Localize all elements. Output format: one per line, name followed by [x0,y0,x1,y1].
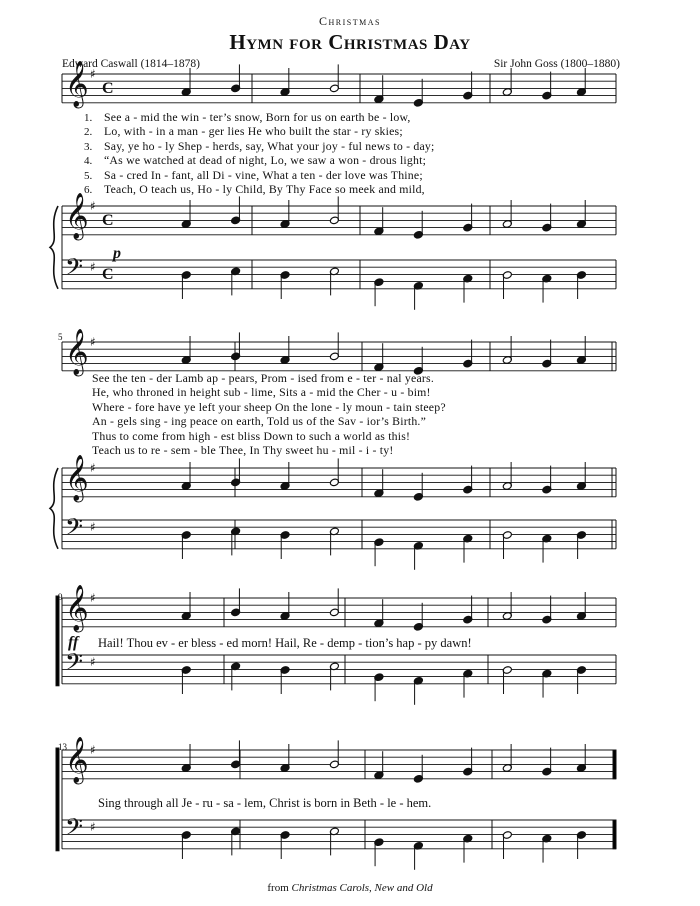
key-signature-sharp: ♯ [90,260,96,274]
lyric-line: “As we watched at dead of night, Lo, we saw a won - drous light; [104,153,427,168]
verse-number: 2. [84,126,93,139]
time-signature: C [102,80,114,97]
treble-clef-icon: 𝄞 [65,61,89,107]
measure-number-5: 5 [58,332,63,342]
bass-clef-icon: 𝄢 [65,513,84,546]
credit-prefix: from [267,882,292,894]
key-signature-sharp: ♯ [90,67,96,81]
lyric-line: Say, ye ho - ly Shep - herds, say, What your joy - ful news to - day; [104,138,435,153]
measure-number-13: 13 [58,742,67,752]
time-signature: C [102,266,114,283]
refrain-line-2: Sing through all Je - ru - sa - lem, Christ is born in Beth - le - hem. [98,796,432,810]
lyric-line: He, who throned in height sub - lime, Sits a - mid the Cher - u - bim! [92,385,431,400]
key-signature-sharp: ♯ [90,743,96,757]
composer-credit: Sir John Goss (1800–1880) [493,58,620,70]
treble-clef-icon: 𝄞 [65,585,89,631]
key-signature-sharp: ♯ [90,655,96,669]
bass-clef-icon: 𝄢 [65,648,84,681]
lyric-line: Where - fore have ye left your sheep On the lone - ly moun - tain steep? [92,399,446,414]
measure-number-9: 9 [58,592,63,602]
treble-clef-icon: 𝄞 [65,455,89,501]
credit-source: Christmas Carols, New and Old [291,882,433,894]
key-signature-sharp: ♯ [90,520,96,534]
bass-clef-icon: 𝄢 [65,813,84,846]
dynamic-piano: p [113,245,121,262]
bass-clef-icon: 𝄢 [65,253,84,286]
lyric-line: Teach us to re - sem - ble Thee, In Thy sweet hu - mil - i - ty! [92,443,394,457]
lyric-line: Teach, O teach us, Ho - ly Child, By Thy Face so meek and mild, [104,182,425,196]
verse-number: 1. [84,112,93,124]
verse-number: 5. [84,169,93,182]
key-signature-sharp: ♯ [90,461,96,475]
lyric-line: Lo, with - in a man - ger lies He who built the star - ry skies; [104,124,403,139]
verse-number: 3. [84,140,93,153]
treble-clef-icon: 𝄞 [65,193,89,239]
key-signature-sharp: ♯ [90,591,96,605]
treble-clef-icon: 𝄞 [65,329,89,375]
verse-number: 6. [84,184,93,196]
key-signature-sharp: ♯ [90,820,96,834]
lyric-line: An - gels sing - ing peace on earth, Told us of the Sav - ior’s Birth.” [92,414,427,429]
lyric-line: Thus to come from high - est bliss Down to such a world as this! [92,428,411,443]
time-signature: C [102,212,114,229]
final-barline [613,820,616,849]
verse-number: 4. [84,155,93,168]
dynamic-fortissimo: ff [68,634,79,651]
grand-staff-brace [50,468,58,549]
system-bracket [56,748,59,851]
hymn-title: Hymn for Christmas Day [229,30,471,54]
treble-clef-icon: 𝄞 [65,737,89,783]
key-signature-sharp: ♯ [90,335,96,349]
poet-credit: Edward Caswall (1814–1878) [62,58,200,70]
lyric-line: Sa - cred In - fant, all Di - vine, What a ten - der love was Thine; [104,167,423,182]
category-label: Christmas [319,14,381,28]
source-credit [0,882,700,894]
lyric-line: See a - mid the win - ter’s snow, Born for us on earth be - low, [104,110,411,124]
refrain-line-1: Hail! Thou ev - er bless - ed morn! Hail, Re - demp - tion’s hap - py dawn! [98,636,472,650]
lyric-line: See the ten - der Lamb ap - pears, Prom - ised from e - ter - nal years. [92,371,434,385]
system-bracket [56,596,59,686]
key-signature-sharp: ♯ [90,199,96,213]
grand-staff-brace [50,206,58,289]
final-barline [613,750,616,779]
